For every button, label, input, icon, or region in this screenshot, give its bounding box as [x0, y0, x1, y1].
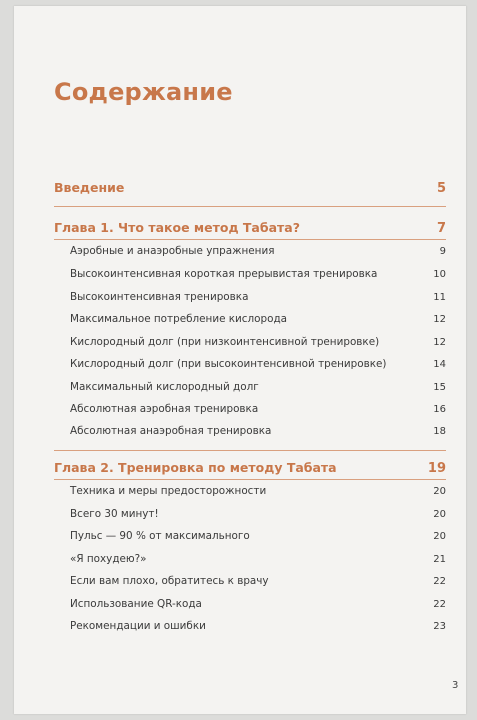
toc-entry	[54, 245, 446, 257]
toc-section-label: Введение	[54, 180, 125, 195]
toc-chapter-page: 19	[427, 461, 446, 476]
toc-entry-label: Высокоинтенсивная короткая прерывистая тренировка	[70, 268, 378, 280]
toc-entry-page: 10	[433, 269, 446, 280]
toc-entry-page: 15	[433, 382, 446, 393]
toc-entry-page: 14	[433, 359, 446, 370]
section-divider	[54, 239, 446, 240]
toc-entry	[54, 403, 446, 415]
toc-entry	[54, 381, 446, 393]
toc-entry	[54, 620, 446, 632]
toc-entry-label: Максимальный кислородный долг	[70, 381, 259, 393]
toc-chapter-2	[54, 458, 446, 476]
toc-entry	[54, 268, 446, 280]
toc-entry-page: 22	[433, 599, 446, 610]
toc-entry-page: 11	[433, 292, 446, 303]
toc-section-page: 5	[436, 181, 446, 196]
page-title: Содержание	[54, 78, 233, 106]
toc-entry-label: Всего 30 минут!	[70, 508, 159, 520]
toc-entry-label: Использование QR-кода	[70, 598, 202, 610]
toc-entry	[54, 313, 446, 325]
toc-chapter-1	[54, 218, 446, 236]
toc-entry	[54, 291, 446, 303]
toc-section-intro	[54, 178, 446, 196]
toc-entry	[54, 530, 446, 542]
toc-entry-label: Техника и меры предосторожности	[70, 485, 267, 497]
toc-entry	[54, 508, 446, 520]
toc-chapter-label: Глава 1. Что такое метод Табата?	[54, 220, 300, 235]
toc-entry	[54, 358, 446, 370]
toc-entry-page: 20	[433, 531, 446, 542]
toc-entry-label: Пульс — 90 % от максимального	[70, 530, 250, 542]
toc-entry	[54, 553, 446, 565]
toc-entry	[54, 598, 446, 610]
toc-entry-label: Аэробные и анаэробные упражнения	[70, 245, 275, 257]
toc-entry-page: 12	[433, 337, 446, 348]
toc-entry-page: 22	[433, 576, 446, 587]
toc-entry	[54, 425, 446, 437]
toc-entry	[54, 575, 446, 587]
toc-entry-page: 21	[433, 554, 446, 565]
toc-entry-page: 12	[433, 314, 446, 325]
page-number: 3	[452, 680, 459, 691]
toc-entry-page: 18	[433, 426, 446, 437]
book-page	[14, 6, 466, 714]
toc-entry-label: Кислородный долг (при высокоинтенсивной тренировке)	[70, 358, 387, 370]
section-divider	[54, 479, 446, 480]
section-divider	[54, 206, 446, 207]
toc-entry-page: 9	[439, 246, 446, 257]
toc-chapter-page: 7	[436, 221, 446, 236]
toc-entry-page: 23	[433, 621, 446, 632]
toc-entry-label: Рекомендации и ошибки	[70, 620, 206, 632]
toc-entry-label: Высокоинтенсивная тренировка	[70, 291, 249, 303]
toc-entry-page: 20	[433, 509, 446, 520]
toc-entry-label: Кислородный долг (при низкоинтенсивной тренировке)	[70, 336, 380, 348]
section-divider	[54, 450, 446, 451]
toc-entry-page: 16	[433, 404, 446, 415]
toc-entry-label: Если вам плохо, обратитесь к врачу	[70, 575, 269, 587]
toc-entry-label: «Я похудею?»	[70, 553, 147, 565]
toc-entry	[54, 336, 446, 348]
toc-entry-label: Абсолютная аэробная тренировка	[70, 403, 259, 415]
toc-entry	[54, 485, 446, 497]
toc-entry-page: 20	[433, 486, 446, 497]
toc-entry-label: Максимальное потребление кислорода	[70, 313, 288, 325]
toc-chapter-label: Глава 2. Тренировка по методу Табата	[54, 460, 337, 475]
toc-entry-label: Абсолютная анаэробная тренировка	[70, 425, 272, 437]
